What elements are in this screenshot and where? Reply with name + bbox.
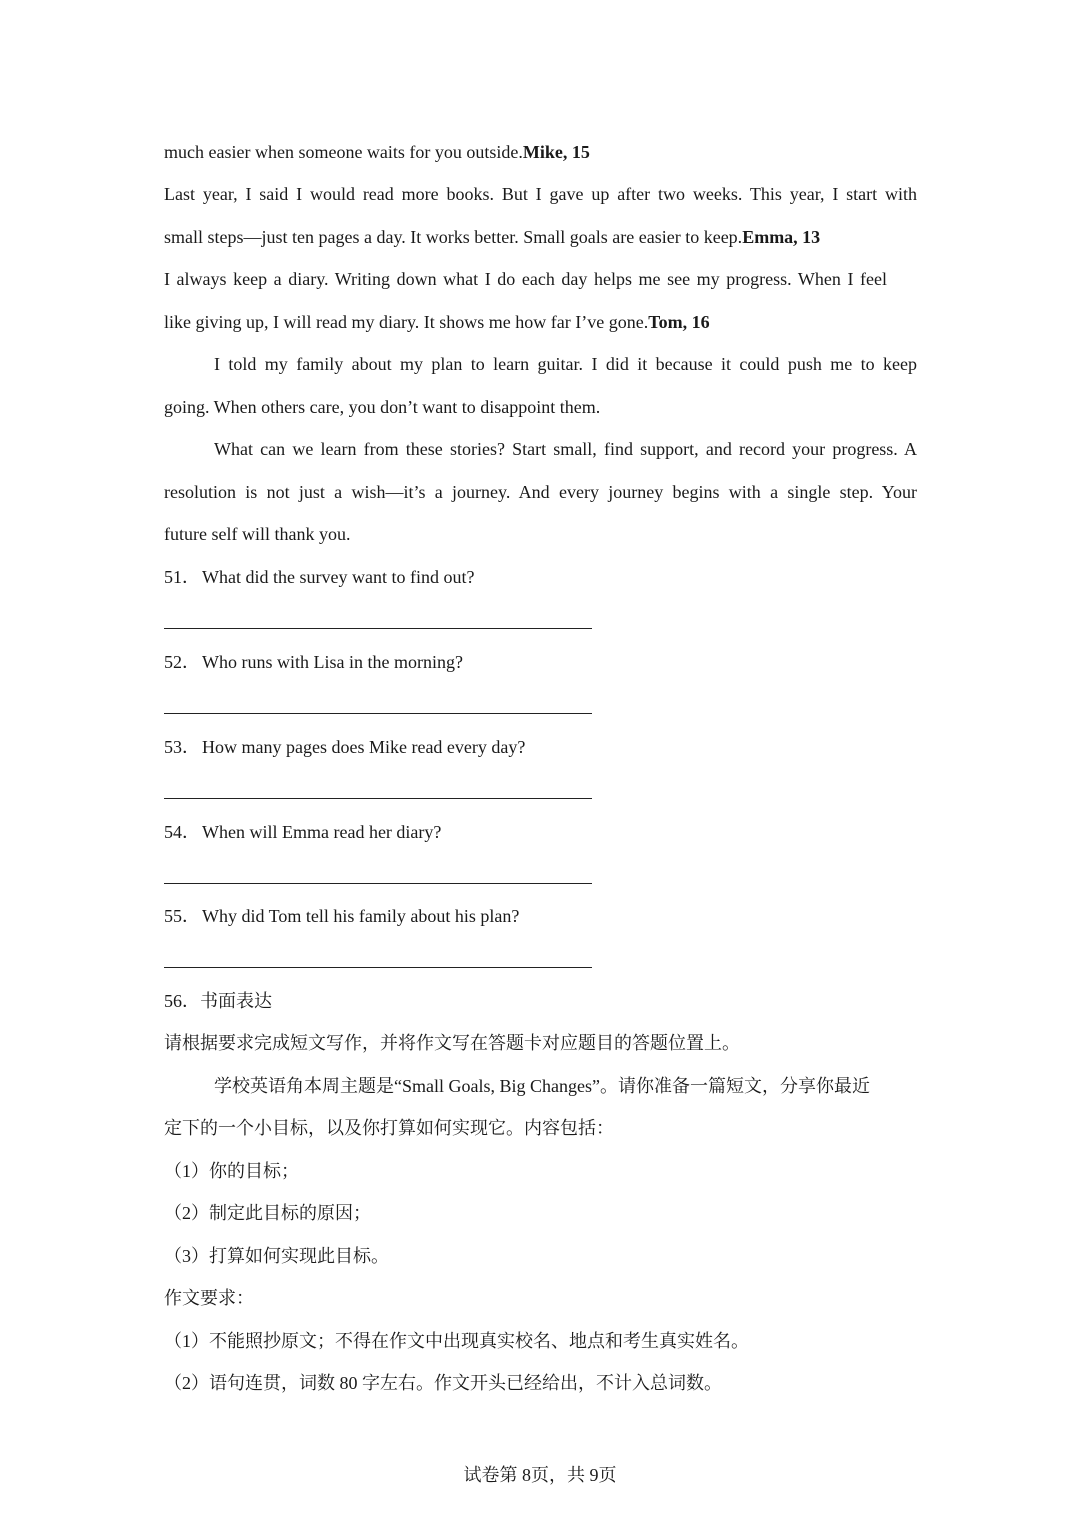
answer-line-53[interactable] bbox=[164, 798, 592, 799]
question-number: 53． bbox=[164, 737, 200, 757]
passage-text: small steps—just ten pages a day. It works better. Small goals are easier to keep. bbox=[164, 227, 743, 247]
passage-author: Tom, 16 bbox=[648, 312, 710, 332]
writing-point: （3）打算如何实现此目标。 bbox=[164, 1246, 389, 1266]
question-text: What did the survey want to find out? bbox=[202, 567, 475, 587]
question-text: Who runs with Lisa in the morning? bbox=[202, 652, 463, 672]
question-text: Why did Tom tell his family about his plan? bbox=[202, 906, 520, 926]
question-number: 52． bbox=[164, 652, 200, 672]
question-52 bbox=[164, 650, 463, 674]
question-51 bbox=[164, 565, 474, 589]
passage-line: Last year, I said I would read more books. But I gave up after two weeks. This year, I start with bbox=[164, 184, 917, 204]
passage-line bbox=[164, 310, 710, 334]
requirements-title: 作文要求： bbox=[164, 1288, 254, 1308]
passage-text: much easier when someone waits for you outside. bbox=[164, 142, 523, 162]
passage-author: Mike, 15 bbox=[522, 142, 590, 162]
writing-instruction: 请根据要求完成短文写作，并将作文写在答题卡对应题目的答题位置上。 bbox=[164, 1033, 740, 1053]
page-footer: 试卷第 8页，共 9页 bbox=[463, 1465, 617, 1485]
requirement: （1）不能照抄原文；不得在作文中出现真实校名、地点和考生真实姓名。 bbox=[164, 1331, 749, 1351]
requirement: （2）语句连贯，词数 80 字左右。作文开头已经给出，不计入总词数。 bbox=[164, 1373, 722, 1393]
passage-line: I told my family about my plan to learn guitar. I did it because it could push me to keep bbox=[214, 354, 917, 374]
question-number: 54． bbox=[164, 822, 200, 842]
writing-prompt: 学校英语角本周主题是“Small Goals, Big Changes”。请你准备一篇短文，分享你最近 bbox=[214, 1076, 870, 1096]
answer-line-54[interactable] bbox=[164, 883, 592, 884]
question-number: 51． bbox=[164, 567, 200, 587]
answer-line-51[interactable] bbox=[164, 628, 592, 629]
passage-line bbox=[164, 140, 590, 164]
answer-line-55[interactable] bbox=[164, 967, 592, 968]
writing-title: 56．书面表达 bbox=[164, 991, 272, 1011]
question-54 bbox=[164, 820, 441, 844]
passage-author: Emma, 13 bbox=[742, 227, 821, 247]
passage-line bbox=[164, 225, 820, 249]
passage-line: I always keep a diary. Writing down what I do each day helps me see my progress. When I feel bbox=[164, 269, 887, 289]
question-55 bbox=[164, 904, 519, 928]
question-number: 55． bbox=[164, 906, 200, 926]
passage-line: resolution is not just a wish—it’s a journey. And every journey begins with a single step. Your bbox=[164, 482, 917, 502]
answer-line-52[interactable] bbox=[164, 713, 592, 714]
writing-prompt: 定下的一个小目标，以及你打算如何实现它。内容包括： bbox=[164, 1118, 614, 1138]
writing-point: （2）制定此目标的原因； bbox=[164, 1203, 371, 1223]
question-text: How many pages does Mike read every day? bbox=[202, 737, 526, 757]
question-text: When will Emma read her diary? bbox=[202, 822, 442, 842]
passage-line: going. When others care, you don’t want to disappoint them. bbox=[164, 397, 601, 417]
passage-text: like giving up, I will read my diary. It shows me how far I’ve gone. bbox=[164, 312, 649, 332]
question-53 bbox=[164, 735, 525, 759]
passage-line: What can we learn from these stories? Start small, find support, and record your progress. A bbox=[214, 439, 917, 459]
passage-line: future self will thank you. bbox=[164, 524, 351, 544]
writing-point: （1）你的目标； bbox=[164, 1161, 299, 1181]
